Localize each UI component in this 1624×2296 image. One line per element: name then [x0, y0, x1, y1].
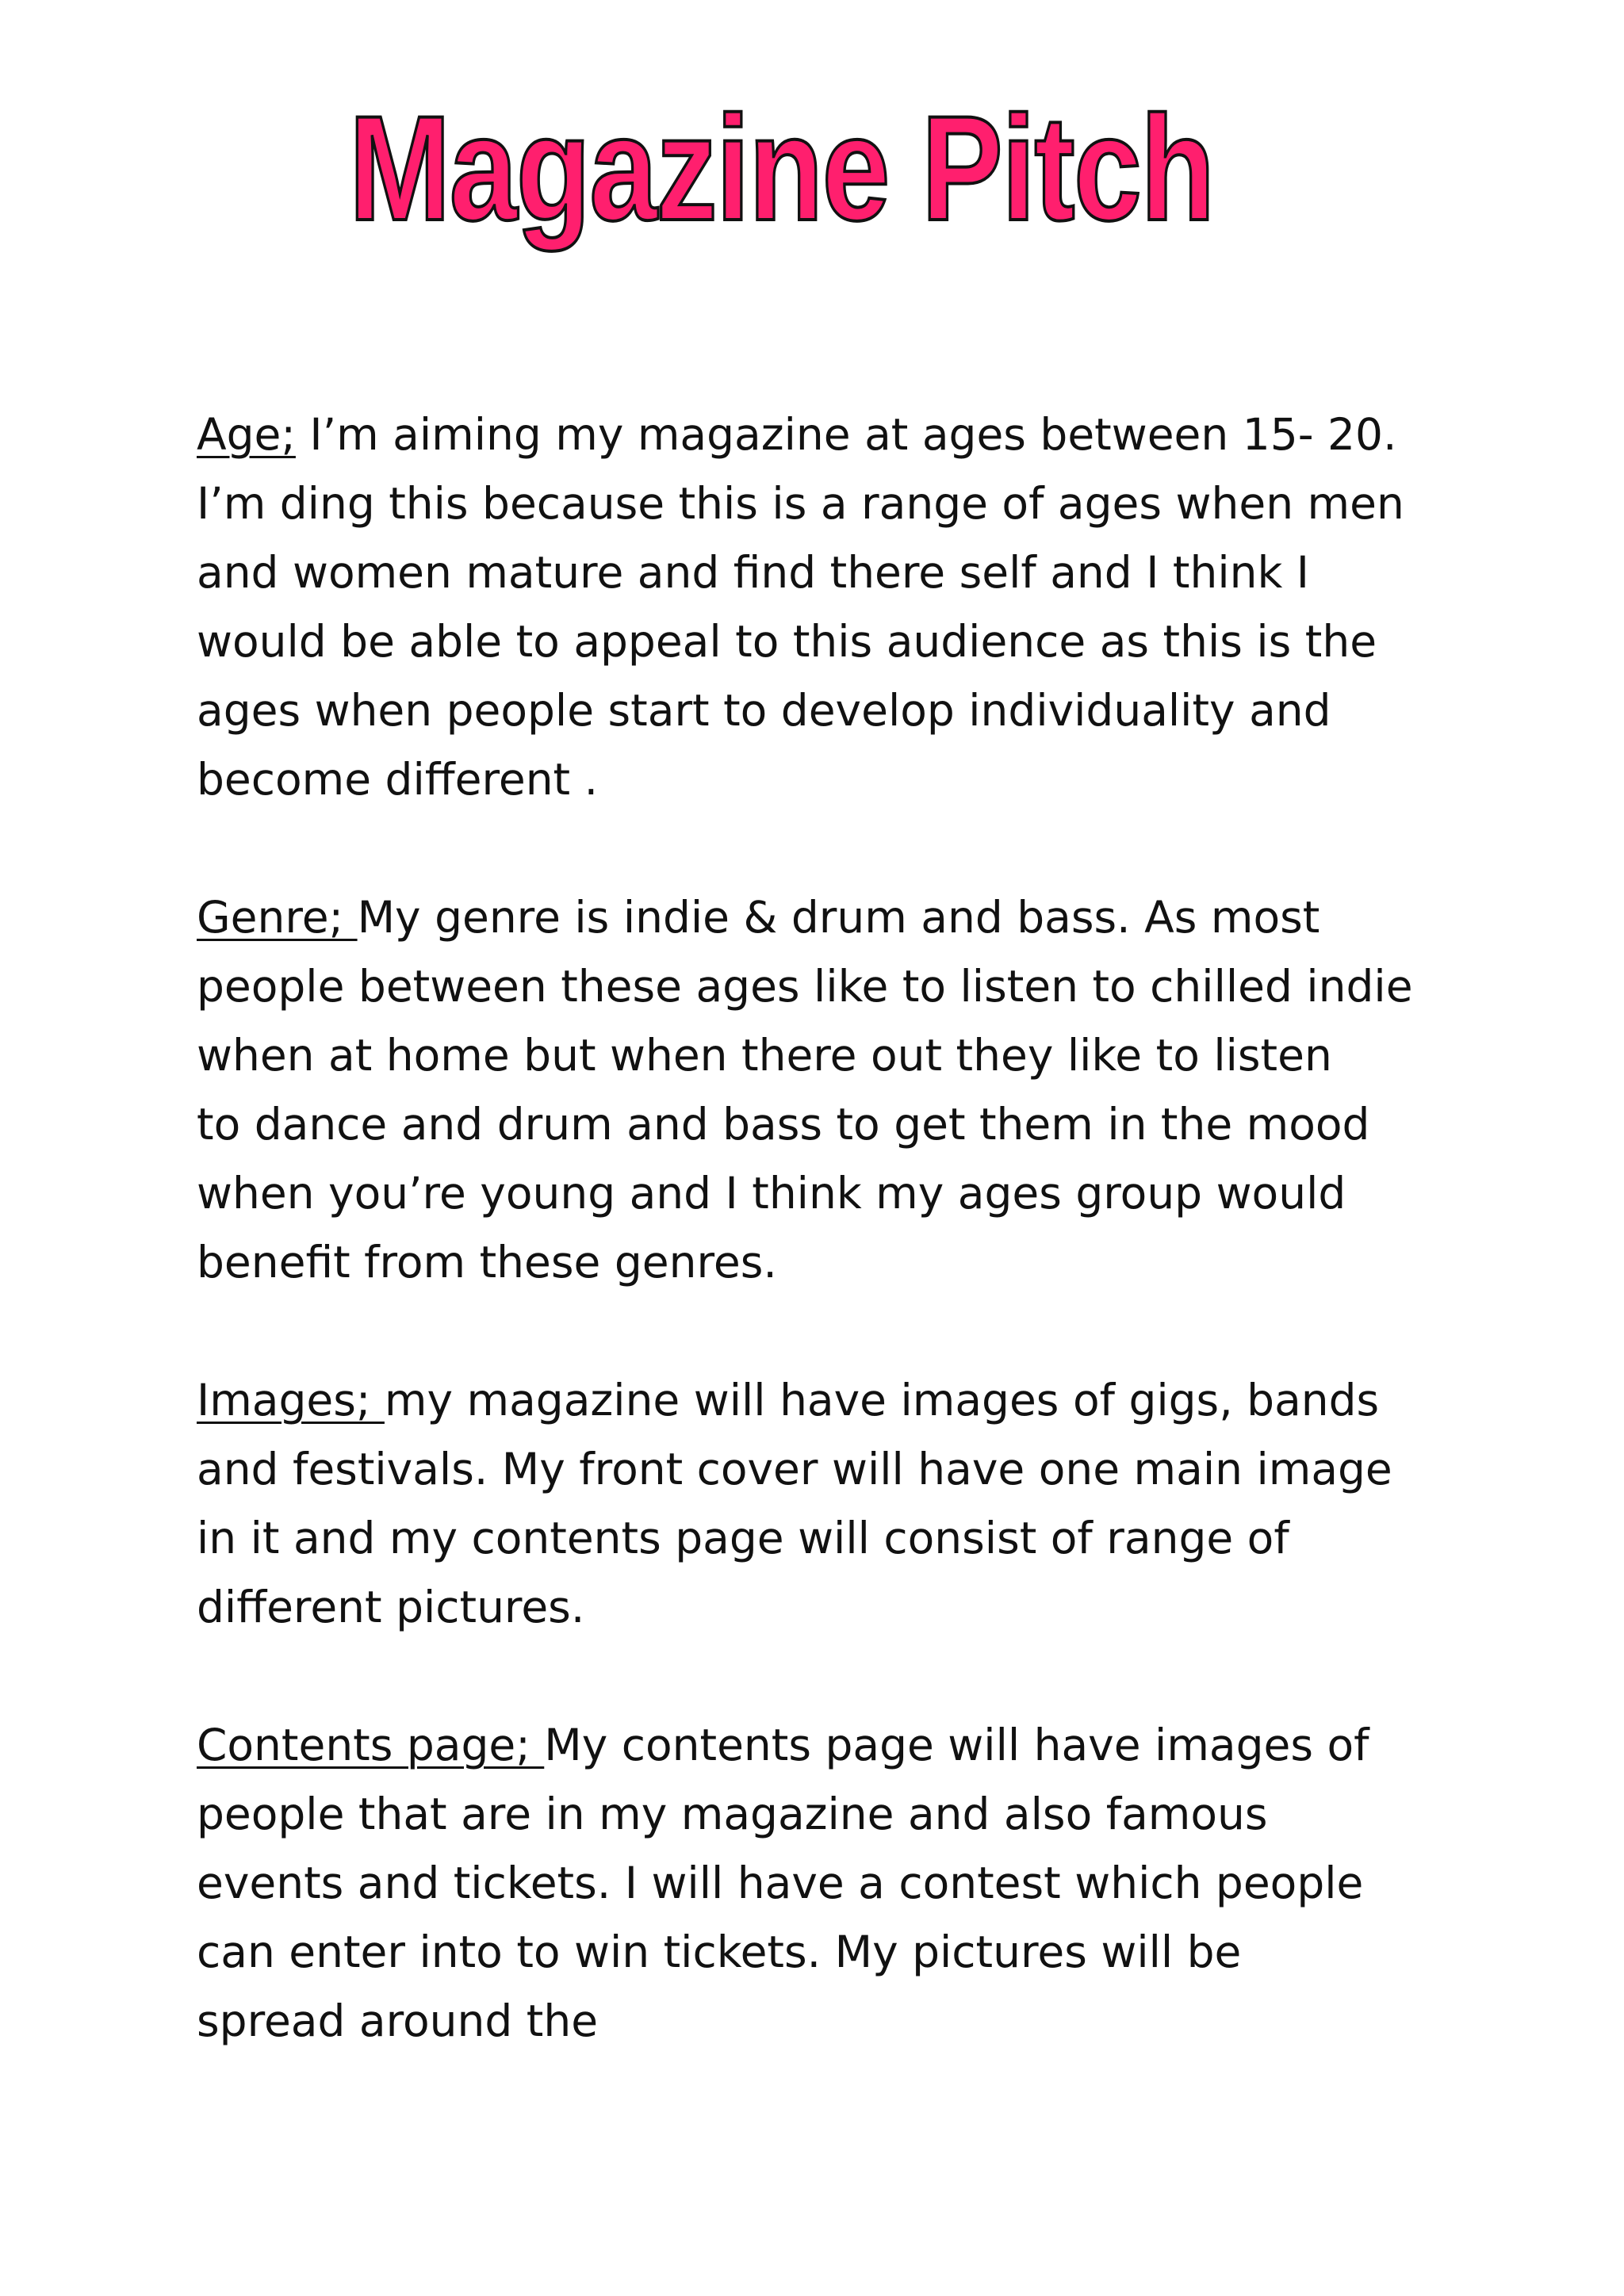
contents-page-line-5: spread around the — [197, 1996, 599, 2046]
genre-section — [197, 883, 1465, 1297]
genre-line-3: when at home but when there out they like to listen — [197, 1030, 1332, 1081]
document-body — [197, 400, 1465, 2056]
images-line-3: in it and my contents page will consist of range of — [197, 1513, 1289, 1563]
age-line-2: I’m ding this because this is a range of ages when men — [197, 478, 1404, 529]
genre-first-line — [197, 883, 1465, 952]
images-section — [197, 1366, 1465, 1642]
images-line-4: different pictures. — [197, 1582, 585, 1632]
contents-page-section — [197, 1711, 1465, 2056]
contents-page-first-line — [197, 1711, 1465, 1780]
age-first-line — [197, 400, 1465, 469]
genre-line-5: when you’re young and I think my ages group would — [197, 1168, 1346, 1219]
age-line-6: become different . — [197, 754, 599, 805]
contents-page-line-2: people that are in my magazine and also famous — [197, 1789, 1268, 1839]
genre-heading: Genre; — [197, 892, 358, 943]
age-section — [197, 400, 1465, 814]
images-line-1-text: my magazine will have images of gigs, bands — [384, 1375, 1380, 1425]
images-first-line — [197, 1366, 1465, 1435]
images-line-2: and festivals. My front cover will have one main image — [197, 1444, 1392, 1494]
genre-line-4: to dance and drum and bass to get them in the mood — [197, 1099, 1370, 1150]
age-heading: Age; — [197, 409, 296, 460]
age-line-1-text: I’m aiming my magazine at ages between 15- 20. — [295, 409, 1397, 460]
age-line-5: ages when people start to develop individuality and — [197, 685, 1331, 736]
genre-line-2: people between these ages like to listen to chilled indie — [197, 961, 1413, 1012]
images-heading: Images; — [197, 1375, 385, 1425]
contents-page-heading: Contents page; — [197, 1720, 545, 1770]
age-line-4: would be able to appeal to this audience as this is the — [197, 616, 1377, 667]
contents-page-line-3: events and tickets. I will have a contest which people — [197, 1858, 1364, 1908]
genre-line-6: benefit from these genres. — [197, 1237, 777, 1288]
age-line-3: and women mature and find there self and I think I — [197, 547, 1310, 598]
page-title: Magazine Pitch — [349, 85, 1214, 251]
genre-line-1-text: My genre is indie & drum and bass. As most — [357, 892, 1320, 943]
contents-page-line-4: can enter into to win tickets. My pictures will be — [197, 1927, 1242, 1977]
contents-page-line-1-text: My contents page will have images of — [544, 1720, 1369, 1770]
